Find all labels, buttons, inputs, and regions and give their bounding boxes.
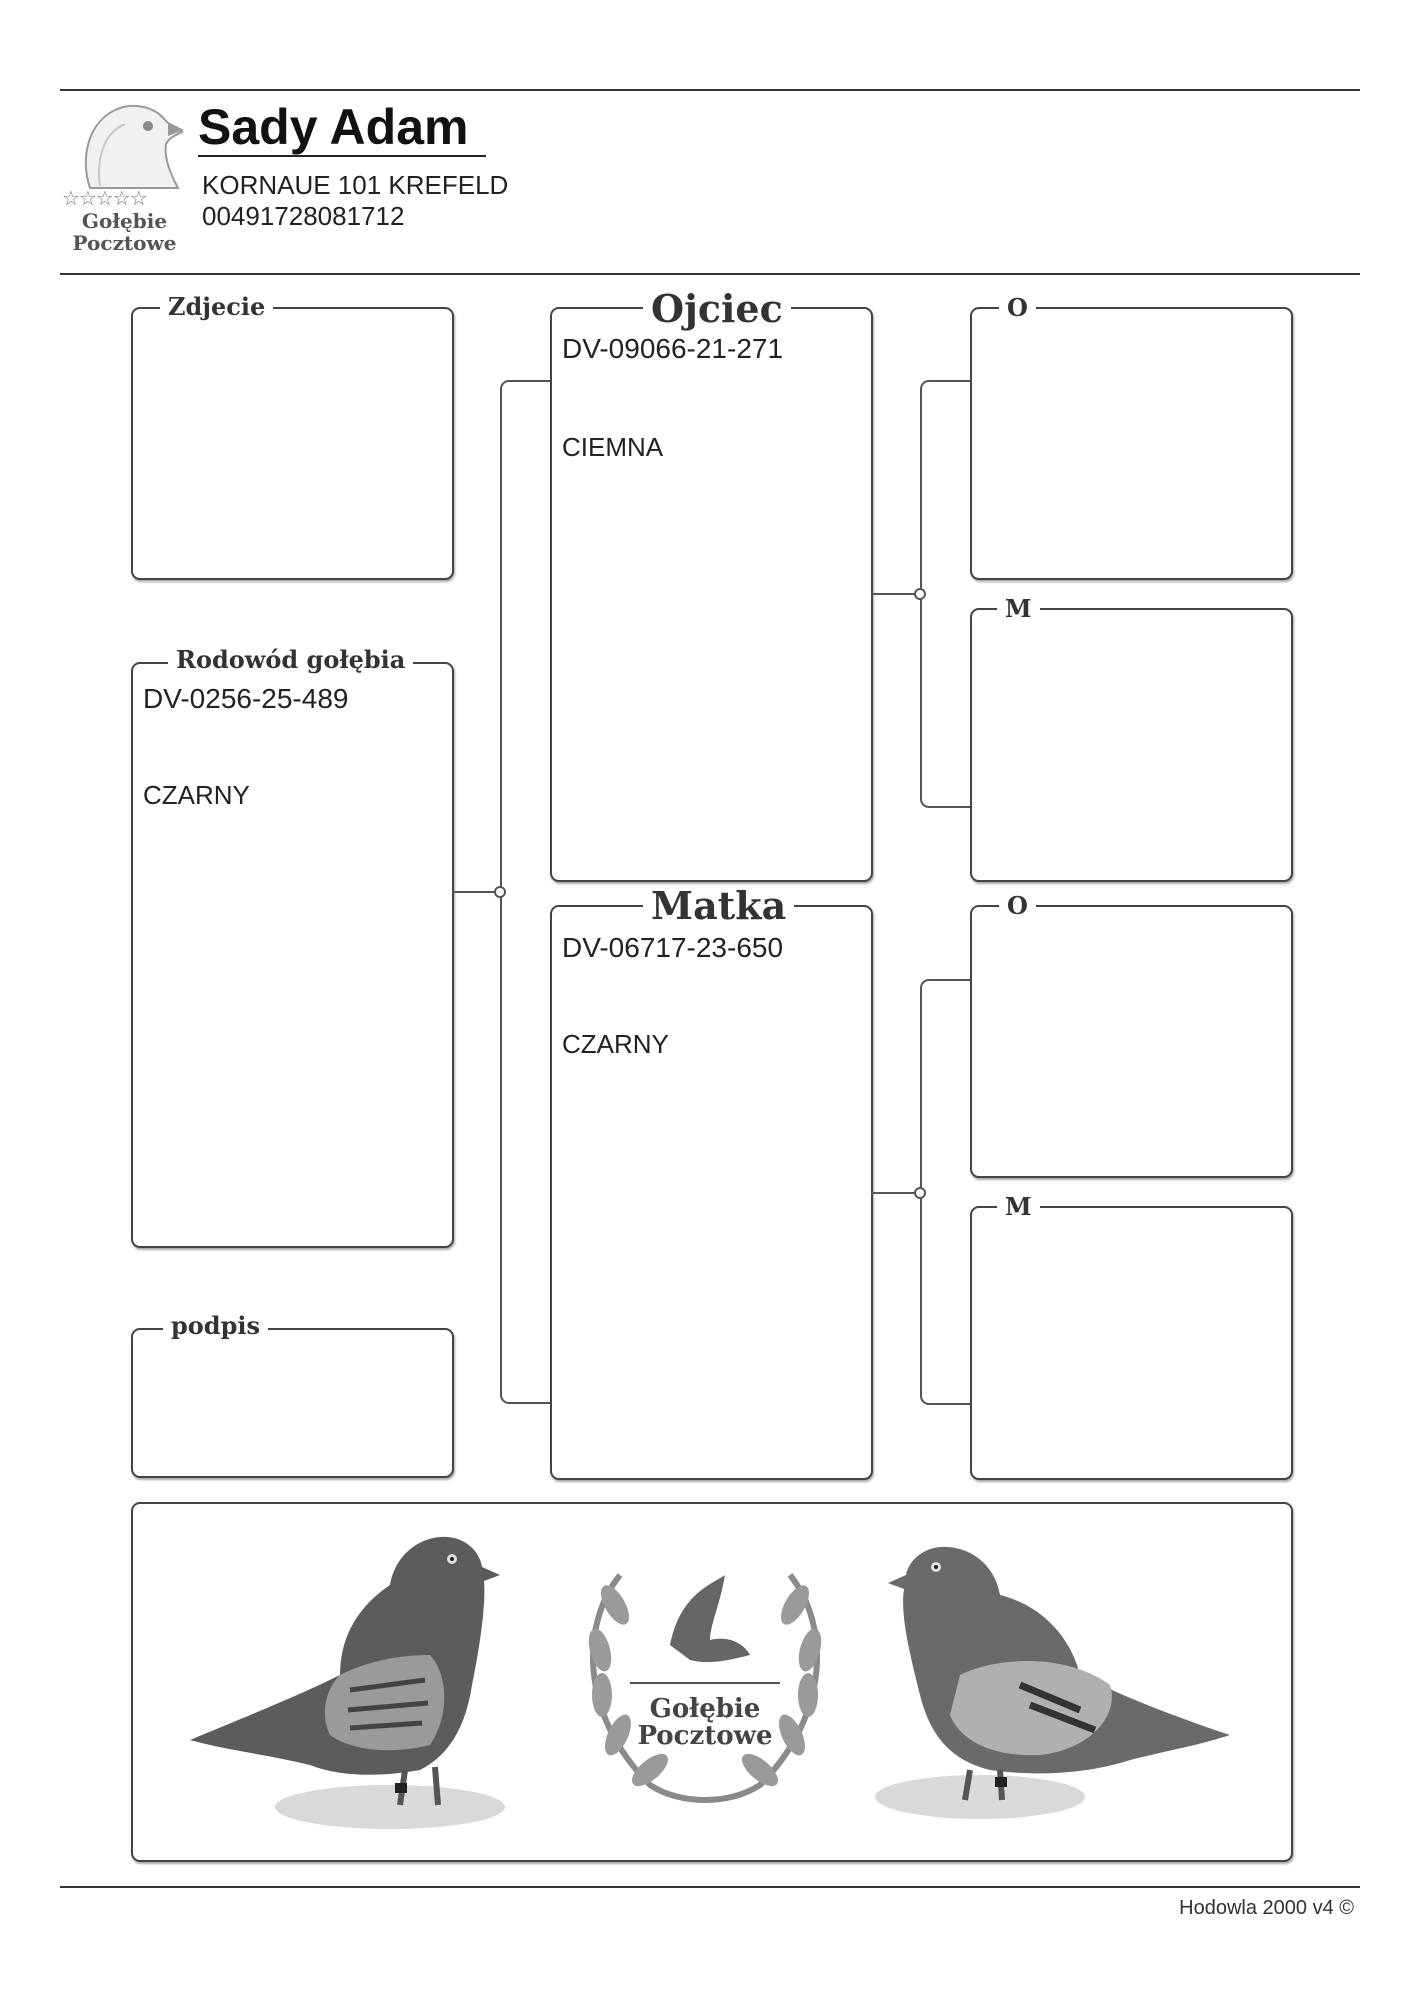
father-father-box xyxy=(970,307,1293,580)
emblem-word-2: Pocztowe xyxy=(637,1721,773,1751)
mother-father-box xyxy=(970,905,1293,1178)
pigeon-left-illustration xyxy=(190,1515,520,1835)
bottom-rule xyxy=(60,1886,1360,1888)
pigeon-head-logo-icon xyxy=(70,98,185,193)
connector-node-icon xyxy=(914,588,926,600)
father-ring-number: DV-09066-21-271 xyxy=(562,333,784,364)
pigeon-label: Rodowód gołębia xyxy=(168,648,413,672)
footer-credit: Hodowla 2000 v4 © xyxy=(1179,1897,1354,1919)
top-rule xyxy=(60,89,1360,91)
logo-word-2: Pocztowe xyxy=(72,231,177,255)
connector-mother-to-grandparents xyxy=(920,979,970,1405)
father-color: CIEMNA xyxy=(562,432,664,462)
mother-mother-box xyxy=(970,1206,1293,1480)
photo-box xyxy=(131,307,454,580)
photo-label: Zdjecie xyxy=(160,295,273,319)
pigeon-box xyxy=(131,662,454,1248)
pigeon-ring-number: DV-0256-25-489 xyxy=(143,683,349,714)
wreath-emblem-icon xyxy=(560,1535,850,1815)
owner-name: Sady Adam xyxy=(198,99,469,155)
header-rule xyxy=(60,273,1360,275)
mother-ring-number: DV-06717-23-650 xyxy=(562,932,784,963)
owner-name-underline xyxy=(198,155,486,157)
emblem-word-1: Gołębie xyxy=(649,1694,761,1724)
logo-word-1: Gołębie xyxy=(81,209,168,233)
signature-label: podpis xyxy=(163,1314,268,1338)
pigeon-right-illustration xyxy=(870,1525,1230,1825)
header-logo xyxy=(62,98,187,258)
signature-box xyxy=(131,1328,454,1478)
pigeon-color: CZARNY xyxy=(143,780,250,810)
logo-stars: ☆☆☆☆☆ xyxy=(62,186,147,210)
connector-node-icon xyxy=(914,1187,926,1199)
father-box xyxy=(550,307,873,882)
mother-father-label: O xyxy=(999,894,1036,918)
mother-box xyxy=(550,905,873,1480)
connector-father-to-grandparents xyxy=(920,380,970,808)
connector-pigeon-to-parents xyxy=(500,380,550,1404)
owner-phone: 00491728081712 xyxy=(202,201,405,231)
father-mother-box xyxy=(970,608,1293,882)
owner-address: KORNAUE 101 KREFELD xyxy=(202,170,509,200)
mother-label: Matka xyxy=(643,887,794,925)
father-label: Ojciec xyxy=(643,290,791,328)
father-father-label: O xyxy=(999,296,1036,320)
father-mother-label: M xyxy=(997,597,1040,621)
mother-mother-label: M xyxy=(997,1195,1040,1219)
connector-node-icon xyxy=(494,886,506,898)
mother-color: CZARNY xyxy=(562,1029,669,1059)
